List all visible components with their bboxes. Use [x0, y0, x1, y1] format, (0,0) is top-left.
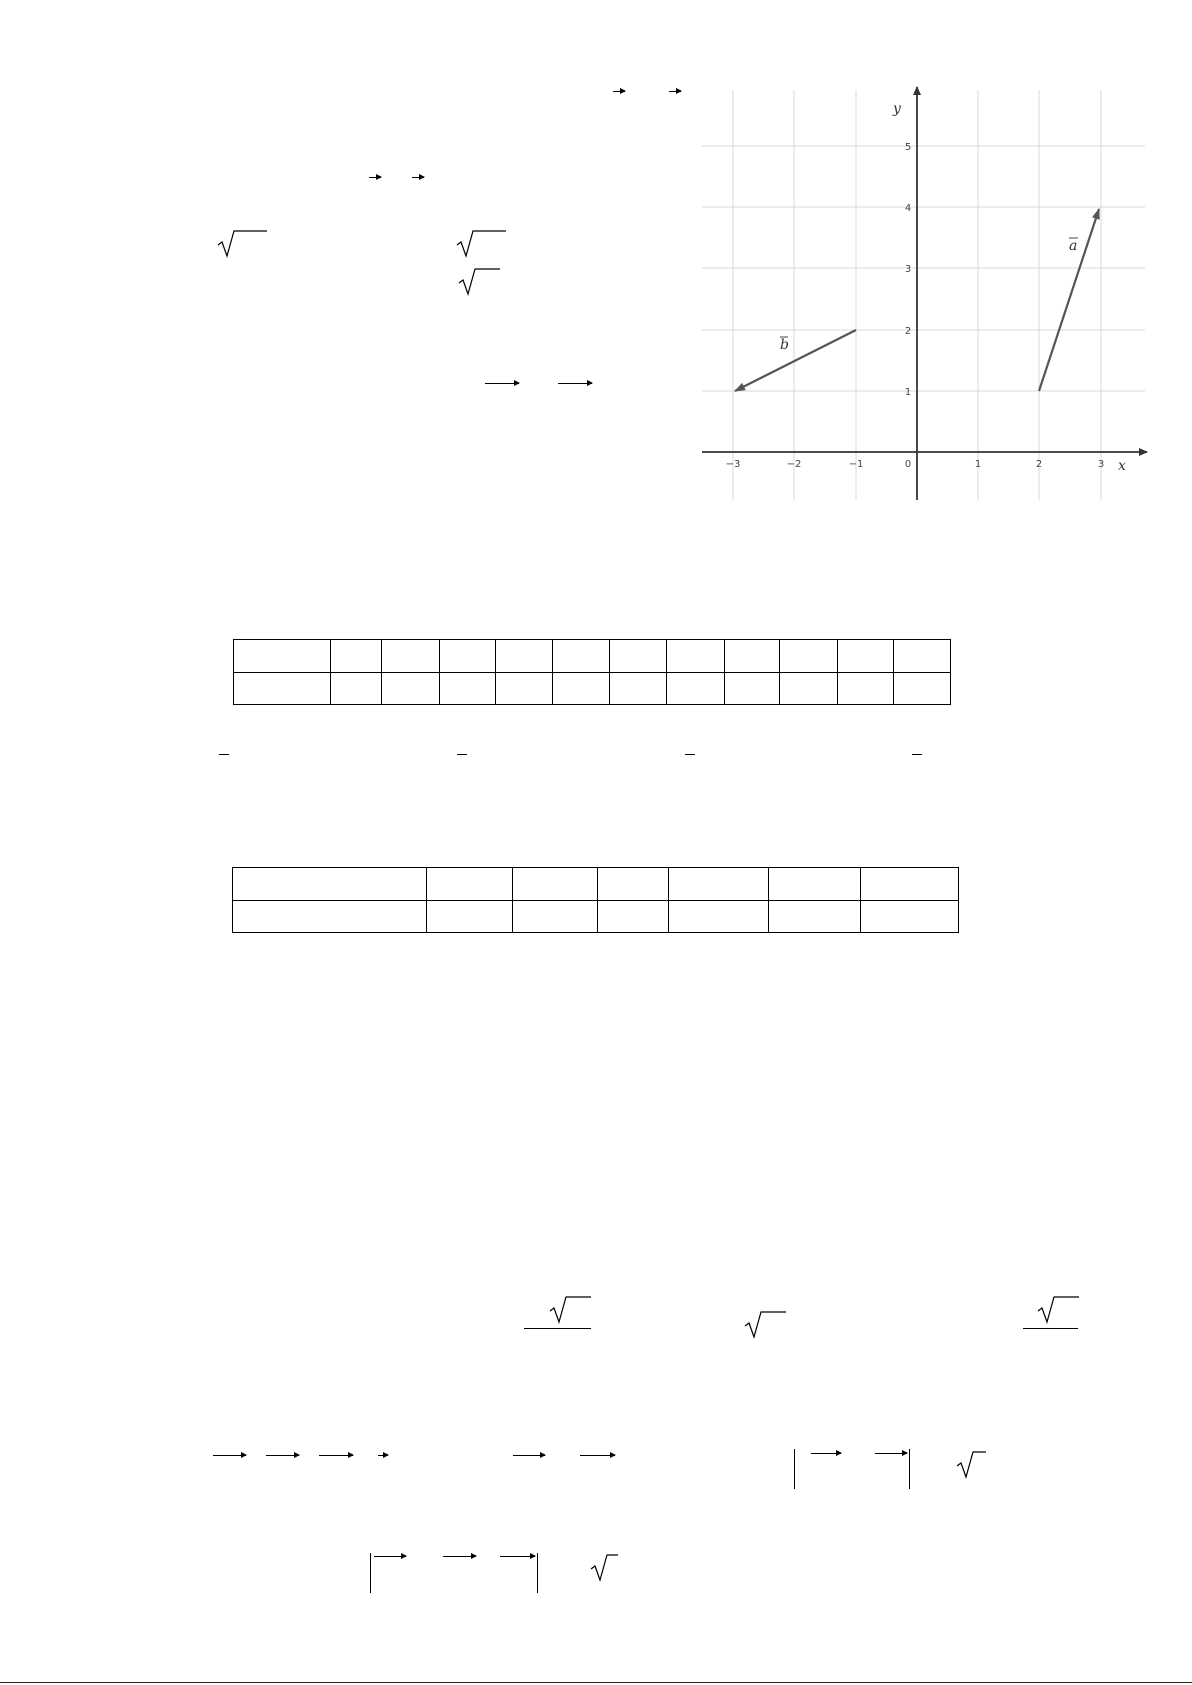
- x-axis-label: x: [1118, 458, 1126, 474]
- abs-bar-right: [909, 1449, 910, 1489]
- table-cell: [234, 640, 331, 673]
- vector-arrow-mark: [513, 1455, 545, 1456]
- page-bottom-rule: [0, 1682, 1192, 1683]
- radical-sign: [1036, 1295, 1080, 1325]
- vector-arrow-mark: [412, 177, 424, 178]
- vector-b-label: b: [780, 337, 789, 353]
- vector-arrow-mark: [558, 383, 592, 384]
- table-row: [234, 640, 951, 673]
- x-tick-label: 2: [1035, 459, 1043, 470]
- radical-sign: [743, 1310, 787, 1340]
- x-tick-label: −1: [848, 459, 864, 470]
- table-cell: [610, 672, 667, 705]
- table-cell: [768, 868, 860, 901]
- table-cell: [439, 672, 496, 705]
- x-tick-label: 0: [904, 459, 912, 470]
- table-cell: [724, 672, 780, 705]
- vector-arrow-mark: [369, 177, 381, 178]
- table-cell: [860, 900, 958, 933]
- table-cell: [780, 640, 838, 673]
- y-axis-label: y: [893, 101, 901, 117]
- vector-arrow-mark: [266, 1455, 299, 1456]
- y-tick-label: 4: [904, 203, 912, 214]
- abs-bar-right: [537, 1553, 538, 1593]
- table-cell: [381, 640, 439, 673]
- table-row: [234, 672, 951, 705]
- table-cell: [780, 672, 838, 705]
- table-cell: [894, 640, 951, 673]
- vector-arrow-mark: [669, 91, 681, 92]
- table-cell: [666, 640, 724, 673]
- table-cell: [597, 868, 668, 901]
- vector-arrow-mark: [613, 91, 625, 92]
- x-tick-label: −2: [786, 459, 802, 470]
- table-cell: [894, 672, 951, 705]
- vector-arrow-mark: [319, 1455, 353, 1456]
- vector-b: [735, 330, 856, 391]
- x-tick-label: 1: [974, 459, 982, 470]
- radical-sign: [457, 267, 501, 297]
- vector-arrow-mark: [374, 1556, 406, 1557]
- table-cell: [234, 672, 331, 705]
- overline-mark: [457, 754, 467, 755]
- abs-bar-left: [370, 1553, 371, 1593]
- table-cell: [768, 900, 860, 933]
- table-cell: [233, 900, 427, 933]
- table-cell: [233, 868, 427, 901]
- table-cell: [860, 868, 958, 901]
- table-cell: [837, 640, 894, 673]
- fraction-bar: [524, 1328, 591, 1329]
- vector-a: [1039, 209, 1099, 391]
- table-cell: [669, 868, 768, 901]
- table-cell: [381, 672, 439, 705]
- overline-mark: [912, 754, 922, 755]
- table-cell: [496, 672, 553, 705]
- table-cell: [512, 900, 597, 933]
- x-tick-label: 3: [1097, 459, 1105, 470]
- vector-arrow-mark: [378, 1455, 388, 1456]
- table-row: [233, 900, 959, 933]
- table-row: [233, 868, 959, 901]
- value-table-2: [232, 867, 959, 933]
- coordinate-figure: [690, 80, 1150, 505]
- table-cell: [724, 640, 780, 673]
- y-tick-label: 5: [904, 142, 912, 153]
- vector-arrow-mark: [485, 383, 519, 384]
- overline-mark: [219, 754, 229, 755]
- vector-arrow-mark: [875, 1453, 907, 1454]
- table-cell: [331, 640, 382, 673]
- table-cell: [552, 672, 610, 705]
- radical-sign: [548, 1295, 592, 1325]
- table-cell: [552, 640, 610, 673]
- grid-lines: [702, 90, 1145, 500]
- table-cell: [512, 868, 597, 901]
- radical-sign: [955, 1450, 999, 1480]
- value-table-1: [233, 639, 951, 705]
- y-tick-label: 2: [904, 326, 912, 337]
- abs-bar-left: [794, 1449, 795, 1489]
- table-cell: [837, 672, 894, 705]
- table-cell: [427, 868, 512, 901]
- overline-mark: [685, 754, 695, 755]
- y-tick-label: 1: [904, 387, 912, 398]
- table-cell: [610, 640, 667, 673]
- y-tick-label: 3: [904, 264, 912, 275]
- vector-arrow-mark: [213, 1455, 246, 1456]
- table-cell: [666, 672, 724, 705]
- table-cell: [331, 672, 382, 705]
- vector-a-label: a: [1069, 238, 1078, 254]
- x-tick-label: −3: [725, 459, 741, 470]
- vector-arrow-mark: [580, 1455, 615, 1456]
- fraction-bar: [1023, 1328, 1078, 1329]
- table-cell: [439, 640, 496, 673]
- table-cell: [669, 900, 768, 933]
- table-cell: [496, 640, 553, 673]
- vector-arrow-mark: [443, 1556, 476, 1557]
- radical-sign: [216, 229, 268, 259]
- radical-sign: [589, 1553, 633, 1583]
- table-cell: [427, 900, 512, 933]
- vector-arrow-mark: [811, 1453, 841, 1454]
- vector-arrow-mark: [500, 1556, 535, 1557]
- radical-sign: [455, 229, 507, 259]
- table-cell: [597, 900, 668, 933]
